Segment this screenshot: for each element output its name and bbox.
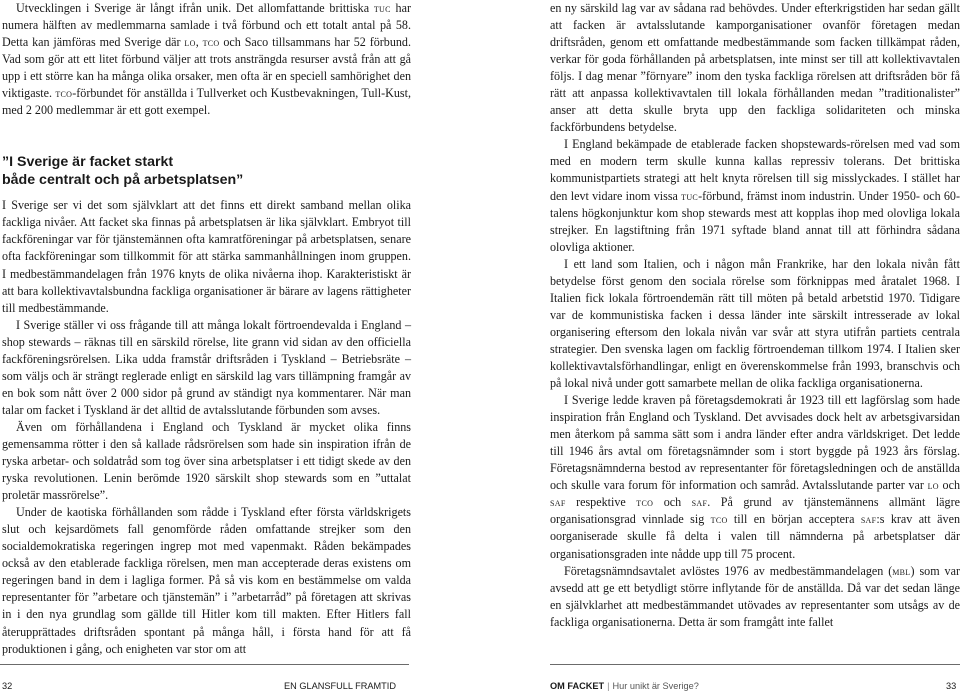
- acronym: tuc: [681, 188, 699, 203]
- text-run: I Sverige ställer vi oss frågande till att många lokalt förtroendevalda i England – shop stewards – räknas till en särskild rörelse, lite grann vid sidan av den officiella fackföreningsrörelsen. Lika udda framstår driftsråden i Tyskland – Betriebsräte – som väljs och är strängt reglerade enligt en särskild lag vars tillämpning framgår av en bok som nått över 2 000 sidor på grund av ständigt nya kommentarer. När man talar om facket i Tyskland är det alltid de avtalsslutande förbunden som avses.: [2, 317, 411, 417]
- text-run: -förbundet för anställda i Tullverket och Kustbevakningen, Tull-Kust, med 2 200 medlemmar är ett gott exempel.: [2, 86, 411, 118]
- right-column: [550, 0, 960, 631]
- text-run: respektive: [565, 495, 637, 510]
- right-page-number: 33: [946, 681, 957, 691]
- acronym: saf: [860, 512, 877, 527]
- paragraph: [2, 317, 411, 419]
- paragraph: [550, 392, 960, 562]
- acronym: saf: [691, 495, 708, 510]
- acronym: lo: [184, 35, 196, 50]
- text-run: ) som var avsedd att ge ett betydligt större inflytande för de anställda. Då var det sedan länge en självklarhet att medbestämmandet utövades av representanter som utsågs av de fackliga organisationerna. Detta är som framgått inte fallet: [550, 563, 960, 629]
- acronym: tco: [636, 495, 654, 510]
- acronym: tco: [55, 86, 73, 101]
- text-run: Utvecklingen i Sverige är långt ifrån unik. Det allomfattande brittiska: [16, 1, 374, 15]
- left-running-title: EN GLANSFULL FRAMTID: [284, 681, 396, 691]
- text-run: har numera hälften av medlemmarna samlade i två förbund och ett totalt antal på 58. Detta kan jämföras med Sverige där: [2, 1, 411, 50]
- running-title-chapter: Hur unikt är Sverige?: [612, 681, 699, 691]
- section-heading-line-2: både centralt och på arbetsplatsen”: [2, 172, 244, 189]
- text-run: och Saco tillsammans har 52 förbund. Vad som gör att ett litet förbund väljer att trots ansträngda resurser avstå från att gå upp i ett större kan ha många olika orsaker, men ofta är en speciell samhörighet den viktigaste.: [2, 35, 412, 101]
- acronym: tco: [710, 512, 728, 527]
- paragraph: [2, 419, 411, 504]
- paragraph: [2, 197, 411, 316]
- running-title-separator: |: [607, 681, 610, 691]
- left-column: [2, 0, 411, 658]
- section-heading-line-1: ”I Sverige är facket starkt: [2, 154, 174, 171]
- acronym: saf: [550, 495, 566, 510]
- paragraph: [550, 256, 960, 392]
- right-running-title: [550, 680, 699, 692]
- text-run: I Sverige ser vi det som självklart att det finns ett direkt samband mellan olika fackliga nivåer. Att facket ska finnas på arbetsplatsen är lika självklart. Embryot till fackföreningar var för tjänstemännen ofta kamratföreningar på arbetsplatsen, senare ofta fackföreningar som tillkommit för att stärka sammanhållningen inom gruppen. I medbestämmandelagen från 1976 knyts de olika nivåerna ihop. Karakteristiskt är att bara kollektivavtalsbundna fackliga organisationer är bärare av lagens rättigheter till medbestämmande.: [2, 198, 411, 315]
- text-run: I Sverige ledde kraven på företagsdemokrati år 1923 till ett lagförslag som hade inspiration från England och Tyskland. Det avvisades dock helt av arbetsgivarsidan men återkom på samma sätt som i andra länder efter andra världskriget. Det ledde till 1946 års avtal om företagsnämnder som i stort byggde på 1923 års förslag. Företagsnämnderna bestod av representanter för företagsledningen och de anställda och skulle vara forum för information och samråd. Avtalsslutande parter var: [550, 393, 960, 493]
- acronym: tuc: [373, 1, 391, 15]
- footer-rule-right: [550, 664, 960, 665]
- acronym: mbl: [892, 563, 911, 578]
- body-text-left: [2, 197, 411, 657]
- text-run: :s krav att även oorganiserade skulle få delta i valen till nämnderna på arbetsplatser där organisationsgraden inte nådde upp till 75 procent.: [550, 512, 960, 561]
- body-text-right: [550, 0, 960, 631]
- paragraph: [550, 136, 960, 255]
- acronym: tco: [202, 35, 220, 50]
- text-run: . På grund av tjänstemännens allmänt lägre organisationsgrad vinnlade sig: [550, 495, 960, 527]
- text-run: en ny särskild lag var av sådana rad behövdes. Under efterkrigstiden har sedan gällt att facken är avtalsslutande kamporganisationer ovanför företagen medan driftsråden, genom ett omfattande medbestämmande som facken tillkämpat råden, verkar för goda förhållanden på arbetsplatsen, inte minst ser till att kollektivavtalen följs. I dag menar ”förnyare” inom den tyska fackliga rörelsen att driftsråden bör få rätt att anpassa kollektivavtalen till lokala förhållanden medan ”traditionalister” anser att detta skulle bryta upp den fackliga solidariteten och minska fackförbundens betydelse.: [550, 1, 960, 135]
- text-run: och: [653, 495, 692, 510]
- section-heading: [2, 153, 411, 189]
- text-run: I England bekämpade de etablerade facken shopstewards-rörelsen med vad som med en modern term skulle kunna kallas repressiv tolerans. Det brittiska kommunistpartiets strategi att helt knyta rörelsen till sig misslyckades. I stället har den levt vidare inom vissa: [550, 137, 960, 203]
- paragraph: [550, 0, 960, 136]
- left-page-number: 32: [2, 681, 13, 691]
- text-run: till en början acceptera: [727, 512, 861, 527]
- text-run: Företagsnämndsavtalet avlöstes 1976 av medbestämmandelagen (: [564, 563, 893, 578]
- text-run: ,: [195, 35, 203, 50]
- footer-rule-left: [0, 664, 409, 665]
- paragraph: [2, 0, 411, 119]
- text-run: Även om förhållandena i England och Tyskland är mycket olika finns gemensamma rötter i den så kallade rådsrörelsen som hade sin inspiration ifrån de ryska arbetar- och soldatråd som tog över sina arbetsplatser i ett tidigt skede av den ryska revolutionen. Lenin berömde 1920 särskilt shop stewards som en ”uttalat proletär massrörelse”.: [2, 419, 411, 503]
- text-run: -förbund, främst inom industrin. Under 1950- och 60-talens högkonjunktur kom shop stewards mest att kopplas ihop med olovliga lokala strejker. En lagstiftning från 1971 syftade bland annat till att förhindra sådana olovliga aktioner.: [550, 188, 960, 254]
- text-run: Under de kaotiska förhållanden som rådde i Tyskland efter första världskrigets slut och kejsardömets fall genomförde råden omfattande strejker som den socialdemokratiska regeringen ingrep mot med vapenmakt. Råden bekämpades också av den etablerade fackliga rörelsen, men man accepterade deras existens om regeringen band in dem i lagliga former. På så vis kom en bestämmelse om valda representanter för ”arbetare och tjänstemän” i ”arbetarråd” på företagen att skrivas in i den nya grundlag som gällde till Hitler kom till makten. Efter Hitlers fall återupprättades driftsråden spontant på många håll, i första hand för att få produktionen i gång, och enigheten var stor om att: [2, 505, 411, 656]
- paragraph: [550, 563, 960, 631]
- acronym: lo: [927, 478, 939, 493]
- running-title-section: OM FACKET: [550, 681, 605, 691]
- text-run: och: [938, 478, 960, 493]
- text-run: I ett land som Italien, och i någon mån Frankrike, har den lokala nivån fått betydelse först genom den sociala rörelse som förknippas med åratalet 1968. I Italien fick lokala förtroendemän rätt till möten på betald arbetstid 1970. Tidigare var de kommunistiska facken i dessa länder inte särskilt intresserade av lokal organisering eftersom den lokala nivån var svår att styra utifrån partiets centrala strategier. Den svenska lagen om facklig förtroendeman tillkom 1974. I Italien sker kollektivavtalsförhandlingar, enligt en överenskommelse från 1993, branschvis och på lokal nivå under gott samarbete mellan de olika fackliga organisationerna.: [550, 256, 960, 391]
- paragraph: [2, 504, 411, 657]
- intro-text: [2, 0, 411, 119]
